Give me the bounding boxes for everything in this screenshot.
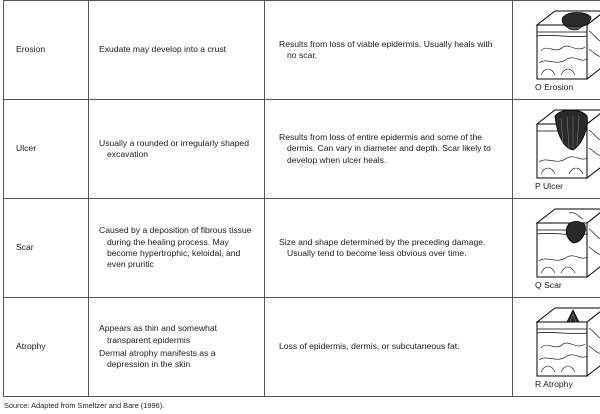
- atrophy-illustration-icon: [533, 302, 600, 378]
- lesion-description: [89, 1, 265, 100]
- description-line: Appears as thin and somewhat transparent epidermis: [99, 323, 217, 345]
- lesion-note: [265, 100, 513, 199]
- scar-illustration-icon: [533, 203, 600, 279]
- lesion-name: Scar: [4, 199, 89, 298]
- image-caption: P Ulcer: [535, 181, 564, 191]
- lesion-image-cell: [513, 1, 600, 100]
- lesion-name: Erosion: [4, 1, 89, 100]
- lesion-note: [265, 199, 513, 298]
- lesion-note: [265, 1, 513, 100]
- note-text: Loss of epidermis, dermis, or subcutaneous fat.: [279, 341, 460, 352]
- note-text: Size and shape determined by the preceding damage. Usually tend to become less obvious over time.: [279, 236, 486, 258]
- lesion-description: [89, 100, 265, 199]
- lesion-name: Ulcer: [4, 100, 89, 199]
- description-line: Usually a rounded or irregularly shaped excavation: [99, 137, 249, 159]
- lesion-image-cell: [513, 298, 600, 397]
- erosion-illustration-icon: [533, 5, 600, 81]
- ulcer-illustration-icon: [533, 104, 600, 180]
- description-line: Caused by a deposition of fibrous tissue during the healing process. May become hypertrophic, keloidal, and even pruritic: [99, 225, 252, 270]
- note-text: Results from loss of viable epidermis. Usually heals with no scar.: [279, 38, 493, 60]
- image-caption: Q Scar: [535, 280, 562, 290]
- table-row-scar: [4, 199, 600, 298]
- lesion-description: [89, 199, 265, 298]
- note-text: Results from loss of entire epidermis and some of the dermis. Can vary in diameter and depth. Scar likely to develop when ulcer heals.: [279, 131, 491, 165]
- lesion-table: [3, 0, 600, 397]
- description-line: Exudate may develop into a crust: [99, 44, 227, 55]
- table-row-erosion: [4, 1, 600, 100]
- image-caption: O Erosion: [535, 82, 574, 92]
- source-note: Source: Adapted from Smeltzer and Bare (1996).: [4, 401, 165, 410]
- lesion-image-cell: [513, 100, 600, 199]
- lesion-name: Atrophy: [4, 298, 89, 397]
- description-line: Dermal atrophy manifests as a depression in the skin: [99, 348, 216, 370]
- table-row-atrophy: [4, 298, 600, 397]
- lesion-note: [265, 298, 513, 397]
- lesion-image-cell: [513, 199, 600, 298]
- table-row-ulcer: [4, 100, 600, 199]
- image-caption: R Atrophy: [535, 379, 573, 389]
- lesion-description: [89, 298, 265, 397]
